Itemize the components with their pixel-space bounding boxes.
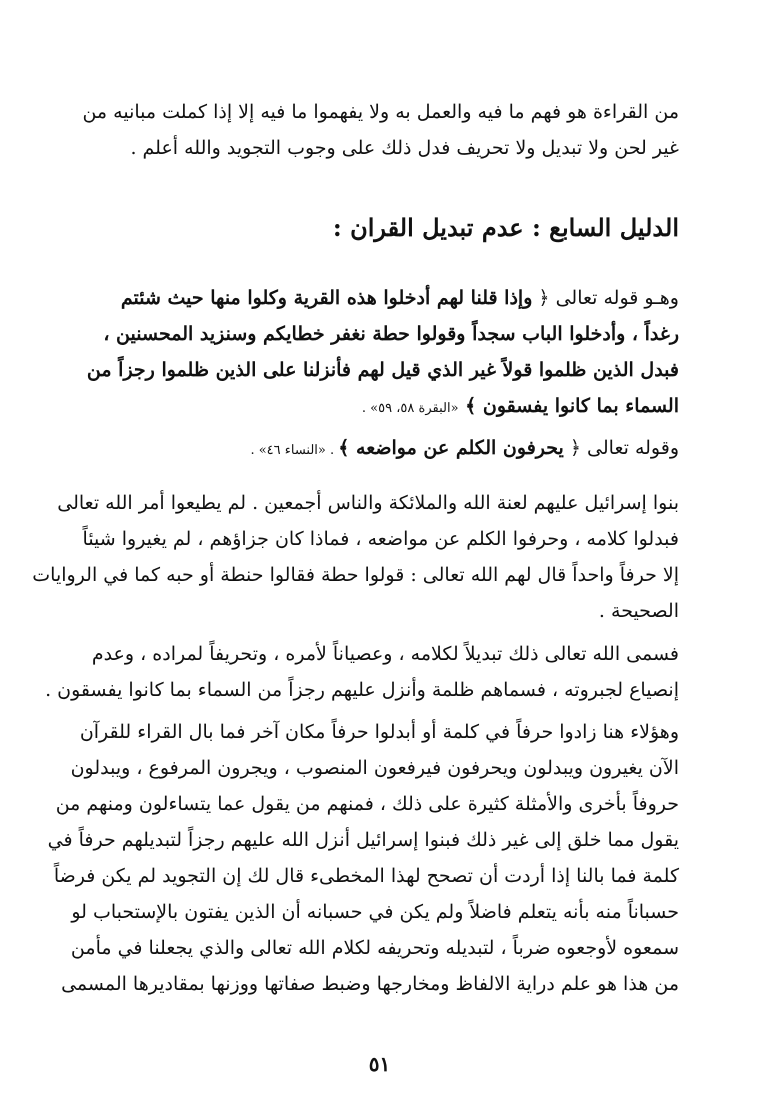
text-segment: وقوله تعالى ﴿ xyxy=(563,437,679,459)
page-number: ٥١ xyxy=(368,1052,391,1076)
text-line: من القراءة هو فهم ما فيه والعمل به ولا يفهموا ما فيه إلا إذا كملت مبانيه من xyxy=(82,101,679,123)
text-line: حروفاً بأخرى والأمثلة كثيرة على ذلك ، فمنهم من يقول عما يتساءلون ومنهم من xyxy=(55,793,679,815)
text-line: غير لحن ولا تبديل ولا تحريف فدل ذلك على وجوب التجويد والله أعلم . xyxy=(130,137,679,159)
text-line: بنوا إسرائيل عليهم لعنة الله والملائكة والناس أجمعين . لم يطيعوا أمر الله تعالى xyxy=(57,492,679,514)
text-line xyxy=(108,280,679,316)
section-heading: الدليل السابع : عدم تبديل القران : xyxy=(332,213,679,242)
text-line xyxy=(108,388,679,427)
text-line: يقول مما خلق إلى غير ذلك فبنوا إسرائيل أنزل الله عليهم رجزاً لتبديلهم حرفاً في xyxy=(47,829,679,851)
paragraph-quran-baqarah xyxy=(86,280,679,427)
quran-line: فبدل الذين ظلموا قولاً غير الذي قيل لهم فأنزلنا على الذين ظلموا رجزاً من xyxy=(86,359,679,381)
quran-text: وإذا قلنا لهم أدخلوا هذه القرية وكلوا منها حيث شئتم xyxy=(120,287,533,309)
text-line: إلا حرفاً واحداً قال لهم الله تعالى : قولوا حطة فقالوا حنطة أو حبه كما في الروايات xyxy=(32,564,679,586)
paragraph-naming xyxy=(45,636,679,708)
text-line: الصحيحة . xyxy=(598,600,679,622)
verse-reference: . «النساء ٤٦» . xyxy=(250,443,339,458)
quran-line: رغداً ، وأدخلوا الباب سجداً وقولوا حطة نغفر خطايكم وسنزيد المحسنين ، xyxy=(103,323,679,345)
text-segment: وهـو قوله تعالى ﴿ xyxy=(532,287,679,309)
paragraph-readers xyxy=(47,714,679,1002)
paragraph-intro xyxy=(82,94,679,166)
text-line: فبدلوا كلامه ، وحرفوا الكلم عن مواضعه ، فماذا كان جزاؤهم ، لم يغيروا شيئاً xyxy=(82,528,679,550)
text-line: فسمى الله تعالى ذلك تبديلاً لكلامه ، وعصياناً لأمره ، وتحريفاً لمراده ، وعدم xyxy=(91,643,679,665)
text-line: الآن يغيرون ويبدلون ويحرفون فيرفعون المنصوب ، ويجرون المرفوع ، ويبدلون xyxy=(70,757,679,779)
verse-reference: «البقرة ٥٨، ٥٩» . xyxy=(361,401,459,416)
text-line: حسباناً منه بأنه يتعلم فاضلاً ولم يكن في حسبانه أن الذين يفتون بالإستحباب لو xyxy=(71,901,679,923)
quran-text: السماء بما كانوا يفسقون ﴾ xyxy=(458,395,679,417)
text-line: إنصياع لجبروته ، فسماهم ظلمة وأنزل عليهم رجزاً من السماء بما كانوا يفسقون . xyxy=(45,679,679,701)
paragraph-bani-israel xyxy=(32,485,679,629)
text-line: سمعوه لأوجعوه ضرباً ، لتبديله وتحريفه لكلام الله تعالى والذي يجعلنا في مأمن xyxy=(70,937,679,959)
text-line xyxy=(108,430,679,469)
text-line: وهؤلاء هنا زادوا حرفاً في كلمة أو أبدلوا حرفاً مكان آخر فما بال القراء للقرآن xyxy=(79,721,679,743)
text-line: كلمة فما بالنا إذا أردت أن تصحح لهذا المخطىء قال لك إن التجويد لم يكن فرضاً xyxy=(53,865,679,887)
quran-text: يحرفون الكلم عن مواضعه ﴾ xyxy=(338,437,564,459)
paragraph-quran-nisa xyxy=(108,430,679,469)
text-line: من هذا هو علم دراية الالفاظ ومخارجها وضبط صفاتها ووزنها بمقاديرها المسمى xyxy=(61,973,679,995)
